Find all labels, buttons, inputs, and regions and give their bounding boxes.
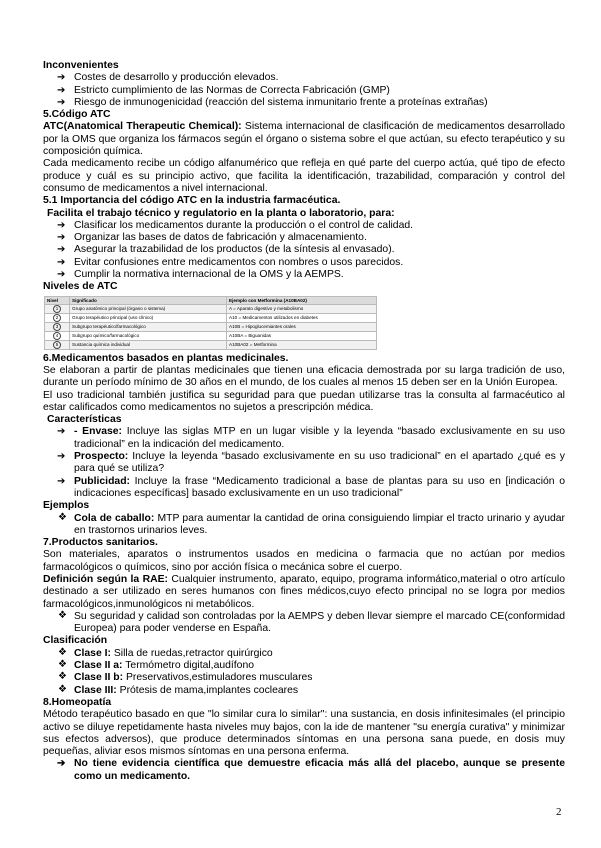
list-item: ➔ Riesgo de inmunogenicidad (reacción del sistema inmunitario frente a proteínas extrañas) [57,96,488,108]
table-row [45,322,377,331]
table-cell [45,313,70,322]
table-header-cell: Nivel [45,296,70,304]
level-number-badge: 1 [53,305,61,313]
table-cell: Sustancia química individual [70,340,227,349]
atc-importance-list [43,220,565,281]
ejemplos-list [43,513,565,538]
level-number-badge: 5 [53,341,61,349]
diamond-bullet-icon: ❖ [58,659,67,671]
list-item: ❖ Clase I: Silla de ruedas,retractor quirúrgico [58,646,273,659]
diamond-bullet-icon: ❖ [58,671,67,683]
atc-sub-heading: 5.1 Importancia del código ATC en la industria farmacéutica. [43,195,341,207]
atc-paragraph: Cada medicamento recibe un código alfanumérico que refleja en qué parte del cuerpo actúa, qué tipo de efecto produce y cuál es su principio activo, que facilita la identificación, trazabilidad, comparación y control del consumo de medicamentos a nivel internacional. [43,158,565,194]
arrow-icon: ➔ [57,244,66,256]
caracteristicas-list [43,426,565,500]
table-cell: A10BA = Biguanidas [227,331,377,340]
arrow-icon: ➔ [57,232,66,244]
list-item: ❖ Clase II b: Preservativos,estimuladores musculares [58,671,313,684]
inconvenientes-list [43,72,565,109]
list-item: ❖ Cola de caballo: MTP para aumentar la cantidad de orina consiguiendo limpiar el tracto urinario y ayudar en trastornos urinarios leves. [58,511,565,536]
page-number: 2 [556,806,562,818]
list-item: ➔ Clasificar los medicamentos durante la producción o el control de calidad. [57,219,414,231]
table-header-cell: Ejemplo con Metformina (A10BA02) [227,296,377,304]
table-row [45,304,377,313]
atc-definition: ATC(Anatomical Therapeutic Chemical): Sistema internacional de clasificación de medicamentos desarrollado por la OMS que organiza los fármacos según el órgano o sistema sobre el que actúan, su efecto terapéutico y su composición química. [43,121,565,158]
diamond-bullet-icon: ❖ [58,511,67,523]
sanitarios-heading: 7.Productos sanitarios. [43,537,158,549]
table-cell: Subgrupo terapéutico/farmacológico [70,322,227,331]
arrow-icon: ➔ [57,269,66,281]
homeopatia-paragraph: Método terapéutico basado en que "lo similar cura lo similar": una sustancia, en dosis infinitesimales (el principio activo se diluye repetidamente hasta niveles muy bajos, con la ide de mantener "su energía curativa" y minimizar sus efectos adversos), que produce determinados síntomas en una persona sana puede, en dosis muy pequeñas, aliviar esos mismos síntomas en una persona enferma. [43,709,565,758]
table-header-row [45,296,377,304]
diamond-bullet-icon: ❖ [58,646,67,658]
arrow-icon: ➔ [57,96,66,108]
arrow-icon: ➔ [57,256,66,268]
diamond-bullet-icon: ❖ [58,683,67,695]
diamond-bullet-icon: ❖ [58,609,67,621]
table-row [45,340,377,349]
ejemplos-heading: Ejemplos [43,500,90,512]
list-item: ➔ Asegurar la trazabilidad de los productos (de la síntesis al envasado). [57,244,395,256]
caracteristicas-heading: Características [47,414,122,426]
arrow-icon: ➔ [57,475,66,487]
list-item: ➔ Publicidad: Incluye la frase “Medicamento tradicional a base de plantas para su uso en [indicación o indicaciones específicas] basado exclusivamente en un uso tradicional” [57,475,565,499]
table-cell: A10 = Medicamentos utilizados en diabetes [227,313,377,322]
table-cell: A10B = Hipoglucemiantes orales [227,322,377,331]
clasificacion-heading: Clasificación [43,635,108,647]
rae-definition: Definición según la RAE: Cualquier instrumento, aparato, equipo, programa informático,material o otro artículo destinado a ser utilizado en seres humanos con fines médicos,cuyo efecto principal no se logra por medios farmacológicos,inmunológicos ni metabólicos. [43,573,566,610]
list-item: ➔ Evitar confusiones entre medicamentos con nombres o usos parecidos. [57,256,404,268]
arrow-icon: ➔ [57,426,66,438]
table-cell: Subgrupo químico/farmacológico [70,331,227,340]
atc-sub-lead: Facilita el trabajo técnico y regulatorio en la planta o laboratorio, para: [47,207,395,219]
list-item: ➔ Costes de desarrollo y producción elevados. [57,72,279,84]
arrow-icon: ➔ [57,219,66,231]
arrow-icon: ➔ [57,72,66,84]
list-item: ❖ Su seguridad y calidad son controladas por la AEMPS y deben llevar siempre el marcado CE(conformidad Europea) para poder venderse en España. [58,609,565,635]
table-cell [45,304,70,313]
table-cell [45,331,70,340]
sanitarios-paragraph: Son materiales, aparatos o instrumentos usados en medicina o farmacia que no actúan por medios farmacológicos o químicos, sino por acción física o mecánica sobre el cuerpo. [43,549,565,573]
inconvenientes-heading: Inconvenientes [43,60,119,71]
arrow-icon: ➔ [57,84,66,96]
document-page [43,60,565,783]
arrow-icon: ➔ [57,758,66,770]
table-cell: Grupo anatómico principal (órgano o sistema) [70,304,227,313]
clasificacion-list [43,648,565,697]
plantas-paragraph-2: El uso tradicional también justifica su seguridad para que puedan utilizarse tras la consulta al farmacéutico al estar calificados como medicamentos no sujetos a prescripción médica. [43,389,565,413]
table-cell: A10BA02 = Metformina [227,340,377,349]
arrow-icon: ➔ [57,451,66,463]
table-cell [45,340,70,349]
level-number-badge: 2 [53,314,61,322]
list-item: ➔ Cumplir la normativa internacional de la OMS y la AEMPS. [57,269,344,281]
list-item: ➔ Organizar las bases de datos de fabricación y almacenamiento. [57,232,367,244]
list-item: ➔ Prospecto: Incluye la leyenda “basado exclusivamente en su uso tradicional” en el apartado ¿qué es y para qué se utiliza? [57,451,565,475]
list-item: ➔ - Envase: Incluye las siglas MTP en un lugar visible y la leyenda “basado exclusivamente en su uso tradicional” en la indicación del medicamento. [57,426,565,450]
atc-levels-heading: Niveles de ATC [43,281,118,293]
atc-heading: 5.Código ATC [43,109,111,121]
table-cell: Grupo terapéutico principal (uso clínico) [70,313,227,322]
plantas-heading: 6.Medicamentos basados en plantas medicinales. [43,352,289,364]
list-item: ❖ Clase III: Prótesis de mama,implantes cocleares [58,683,299,696]
table-header-cell: Significado [70,296,227,304]
table-row [45,331,377,340]
plantas-paragraph-1: Se elaboran a partir de plantas medicinales que tienen una eficacia demostrada por su larga tradición de uso, durante un período mínimo de 30 años en el mundo, de los cuales al menos 15 deben ser en la Unión Europea. [43,364,565,389]
list-item: ➔ No tiene evidencia científica que demuestre eficacia más allá del placebo, aunque se presente como un medicamento. [57,758,565,782]
table-cell: A = Aparato digestivo y metabolismo [227,304,377,313]
table-row [45,313,377,322]
level-number-badge: 4 [53,332,61,340]
list-item: ➔ Estricto cumplimiento de las Normas de Correcta Fabricación (GMP) [57,84,390,96]
atc-levels-table [44,296,377,350]
table-cell [45,322,70,331]
level-number-badge: 3 [53,323,61,331]
list-item: ❖ Clase II a: Termómetro digital,audífono [58,659,255,672]
homeopatia-heading: 8.Homeopatía [43,696,112,708]
